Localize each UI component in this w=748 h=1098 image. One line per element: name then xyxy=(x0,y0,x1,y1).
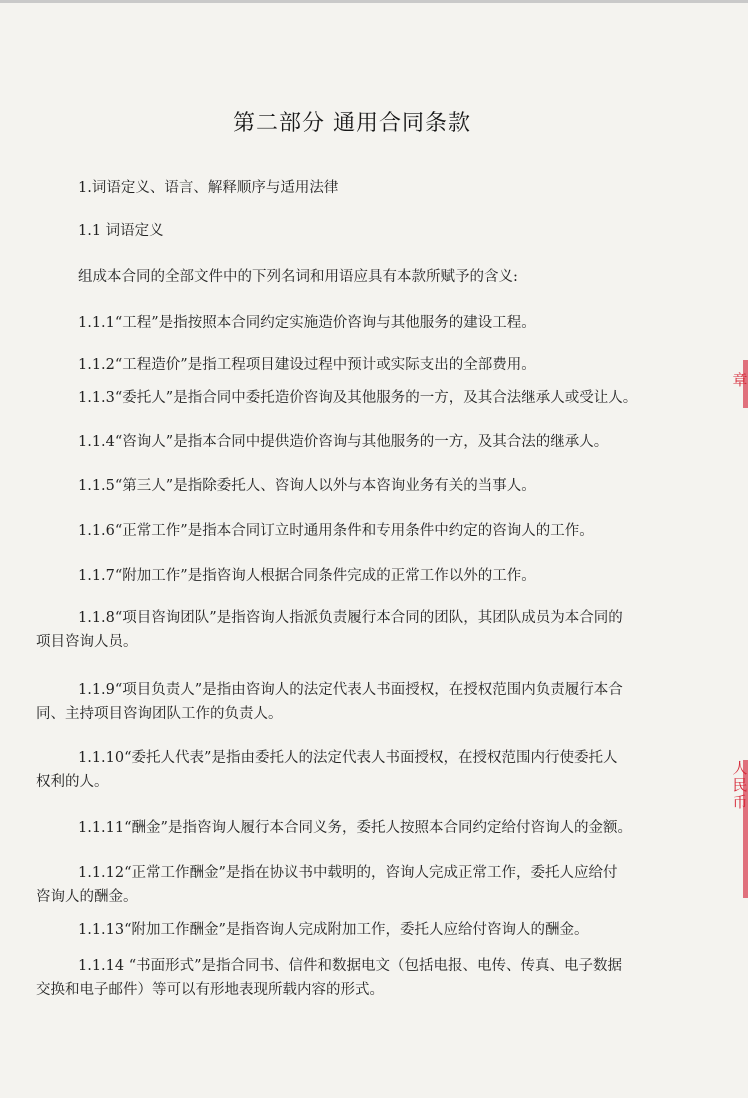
section-heading: 1.词语定义、语言、解释顺序与适用法律 xyxy=(78,180,339,196)
clause-1-1-10: 1.1.10“委托人代表”是指由委托人的法定代表人书面授权，在授权范围内行使委托人 xyxy=(78,750,618,766)
clause-1-1-9: 1.1.9“项目负责人”是指由咨询人的法定代表人书面授权，在授权范围内负责履行本合 xyxy=(78,682,623,698)
clause-1-1-3: 1.1.3“委托人”是指合同中委托造价咨询及其他服务的一方，及其合法继承人或受让人。 xyxy=(78,390,638,406)
clause-1-1-14: 1.1.14 “书面形式”是指合同书、信件和数据电文（包括电报、电传、传真、电子数据 xyxy=(78,958,623,974)
clause-1-1-8: 1.1.8“项目咨询团队”是指咨询人指派负责履行本合同的团队，其团队成员为本合同的 xyxy=(78,610,623,626)
page-title: 第二部分 通用合同条款 xyxy=(233,111,471,136)
seal-fragment-bottom: 人民币 xyxy=(732,760,748,811)
clause-1-1-2: 1.1.2“工程造价”是指工程项目建设过程中预计或实际支出的全部费用。 xyxy=(78,357,536,373)
clause-1-1-14-continued: 交换和电子邮件）等可以有形地表现所载内容的形式。 xyxy=(36,982,384,998)
clause-1-1-11: 1.1.11“酬金”是指咨询人履行本合同义务，委托人按照本合同约定给付咨询人的金额。 xyxy=(78,820,632,836)
clause-1-1-12-continued: 咨询人的酬金。 xyxy=(36,889,138,905)
clause-1-1-13: 1.1.13“附加工作酬金”是指咨询人完成附加工作，委托人应给付咨询人的酬金。 xyxy=(78,922,589,938)
clause-1-1-7: 1.1.7“附加工作”是指咨询人根据合同条件完成的正常工作以外的工作。 xyxy=(78,568,536,584)
clause-1-1-6: 1.1.6“正常工作”是指本合同订立时通用条件和专用条件中约定的咨询人的工作。 xyxy=(78,523,594,539)
clause-1-1-9-continued: 同、主持项目咨询团队工作的负责人。 xyxy=(36,706,283,722)
clause-1-1-8-continued: 项目咨询人员。 xyxy=(36,634,138,650)
clause-1-1-10-continued: 权利的人。 xyxy=(36,774,109,790)
paragraph: 组成本合同的全部文件中的下列名词和用语应具有本款所赋予的含义: xyxy=(78,269,518,285)
subsection-heading: 1.1 词语定义 xyxy=(78,223,164,239)
seal-fragment-top: 章 xyxy=(732,372,748,389)
clause-1-1-1: 1.1.1“工程”是指按照本合同约定实施造价咨询与其他服务的建设工程。 xyxy=(78,315,536,331)
clause-1-1-4: 1.1.4“咨询人”是指本合同中提供造价咨询与其他服务的一方，及其合法的继承人。 xyxy=(78,434,609,450)
clause-1-1-5: 1.1.5“第三人”是指除委托人、咨询人以外与本咨询业务有关的当事人。 xyxy=(78,478,536,494)
clause-1-1-12: 1.1.12“正常工作酬金”是指在协议书中载明的，咨询人完成正常工作，委托人应给付 xyxy=(78,865,618,881)
